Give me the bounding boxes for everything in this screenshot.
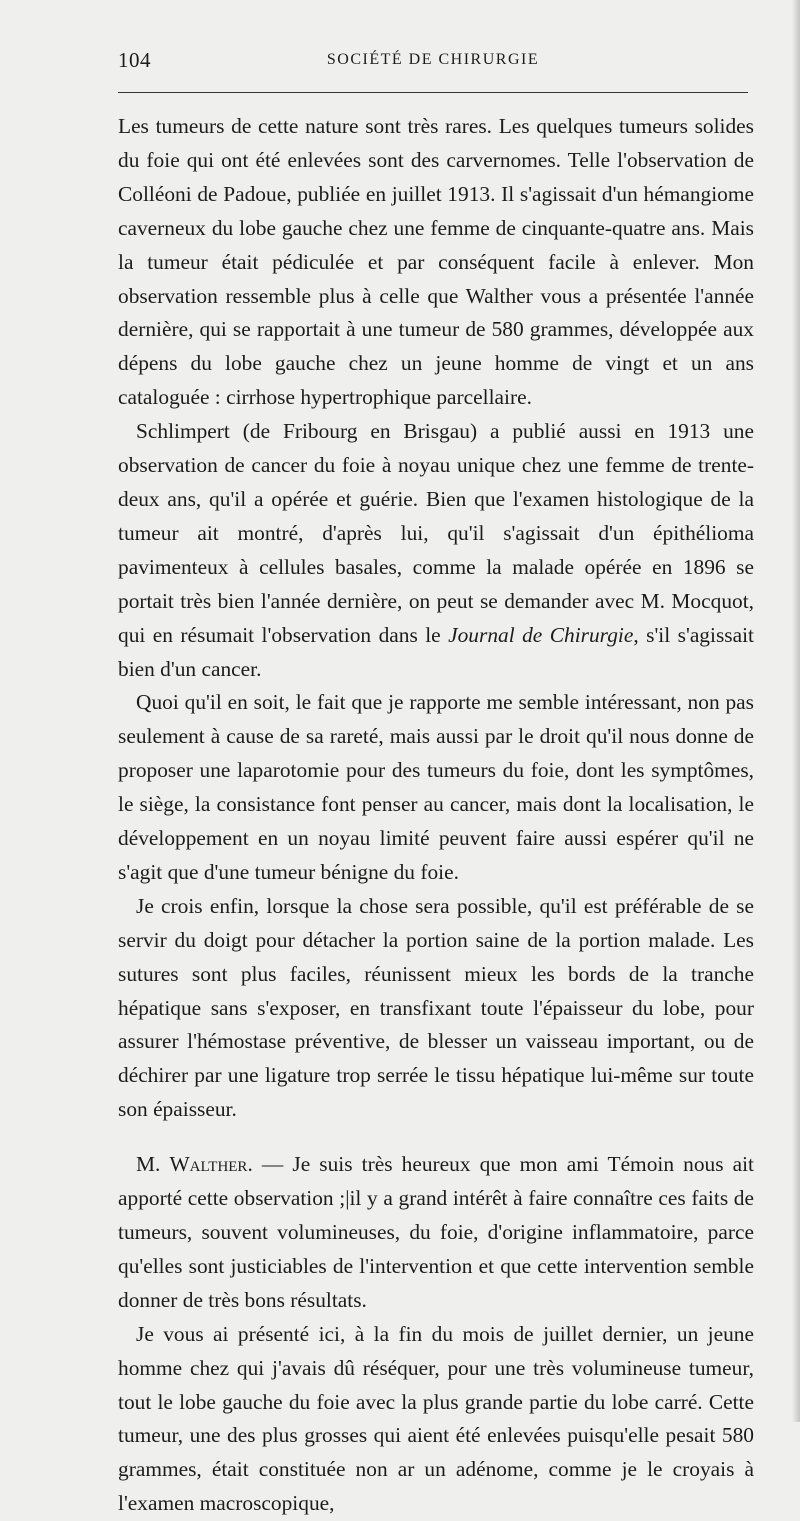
paragraph-2 — [118, 415, 754, 686]
page-header — [118, 48, 748, 78]
body-text — [118, 110, 754, 1521]
page-number: 104 — [118, 48, 151, 72]
paragraph-6: Je vous ai présenté ici, à la fin du mois de juillet dernier, un jeune homme chez qui j'avais dû réséquer, pour une très volumineuse tumeur, tout le lobe gauche du foie avec la plus grande partie du lobe carré. Cette tumeur, une des plus grosses qui aient été enlevées puisqu'elle pesait 580 grammes, était constituée non ar un adénome, comme je le croyais à l'examen macroscopique, — [118, 1321, 754, 1516]
paragraph-3: Quoi qu'il en soit, le fait que je rapporte me semble intéressant, non pas seulement à cause de sa rareté, mais aussi par le droit qu'il nous donne de proposer une laparotomie pour des tumeurs du foie, dont les symptômes, le siège, la consistance font penser au cancer, mais dont la localisation, le développement en un noyau limité peuvent faire aussi espérer qu'il ne s'agit que d'une tumeur bénigne du foie. — [118, 690, 754, 884]
paragraph-5 — [118, 1148, 754, 1318]
journal-title: Journal de Chirurgie — [448, 622, 634, 647]
page-edge-shadow — [792, 0, 800, 1422]
paragraph-2-text: Schlimpert (de Fribourg en Brisgau) a publié aussi en 1913 une observation de cancer du foie à noyau unique chez une femme de trente-deux ans, qu'il a opérée et guérie. Bien que l'examen histologique de la tumeur ait montré, d'après lui, qu'il s'agissait d'un épithélioma pavimenteux à cellules basales, comme la malade opérée en 1896 se portait très bien l'année dernière, on peut se demander avec M. Mocquot, qui en résumait l'observation dans le — [118, 419, 754, 647]
paragraph-4: Je crois enfin, lorsque la chose sera possible, qu'il est préférable de se servir du doigt pour détacher la portion saine de la portion malade. Les sutures sont plus faciles, réunissent mieux les bords de la tranche hépatique sans s'exposer, en transfixant toute l'épaisseur du lobe, pour assurer l'hémostase préventive, de blesser un vaisseau important, ou de déchirer par une ligature trop serrée le tissu hépatique lui-même sur toute son épaisseur. — [118, 893, 754, 1122]
paragraph-5-text: . — Je suis très heureux que mon ami Témoin nous ait apporté cette observation ;|il y a grand intérêt à faire connaître ces faits de tumeurs, souvent volumineuses, du foie, d'origine inflammatoire, parce qu'elles sont justiciables de l'intervention et que cette intervention semble donner de très bons résultats. — [118, 1152, 755, 1312]
speaker-name: Walther — [169, 1152, 248, 1177]
paragraph-1: Les tumeurs de cette nature sont très rares. Les quelques tumeurs solides du foie qui ont été enlevées sont des carvernomes. Telle l'observation de Colléoni de Padoue, publiée en juillet 1913. Il s'agissait d'un hémangiome caverneux du lobe gauche chez une femme de cinquante-quatre ans. Mais la tumeur était pédiculée et par conséquent facile à enlever. Mon observation ressemble plus à celle que Walther vous a présentée l'année dernière, qui se rapportait à une tumeur de 580 grammes, développée aux dépens du lobe gauche chez un jeune homme de vingt et un ans cataloguée : cirrhose hypertrophique parcellaire. — [118, 114, 754, 410]
paragraph-2-end: , s'il s'agissait bien d'un cancer. — [118, 622, 754, 681]
header-rule — [118, 92, 748, 93]
speaker-prefix: M. — [136, 1152, 170, 1177]
running-title: SOCIÉTÉ DE CHIRURGIE — [326, 51, 540, 68]
